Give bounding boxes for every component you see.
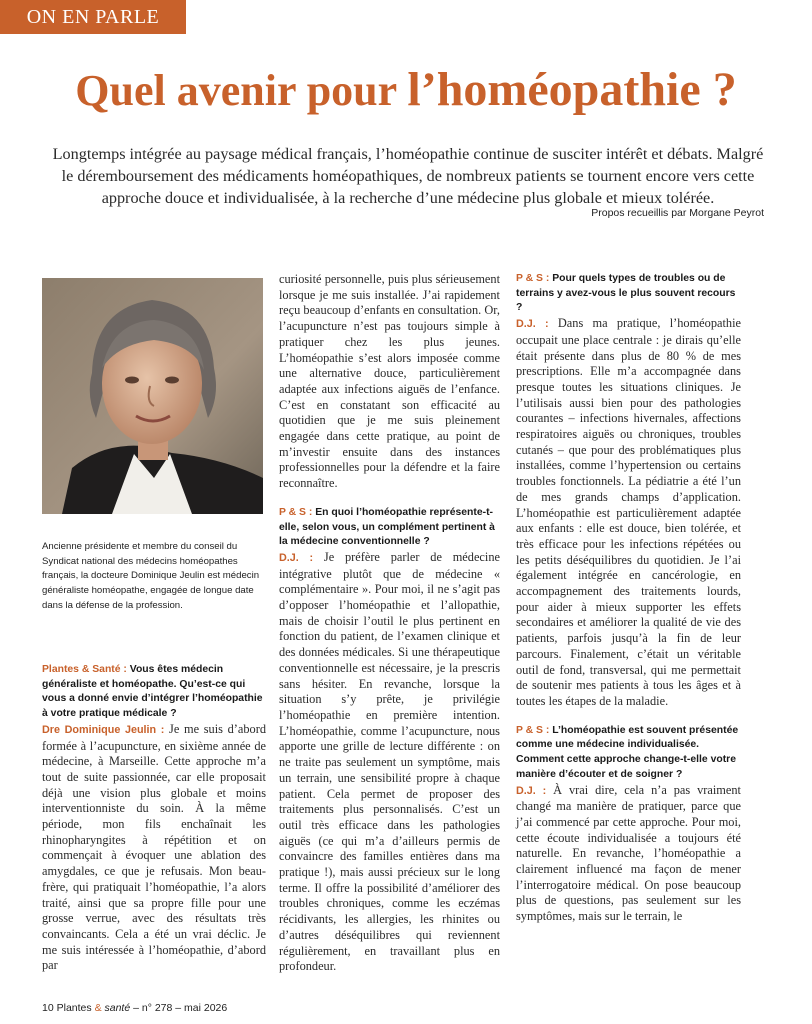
headline-part-1: Quel avenir pour bbox=[75, 66, 408, 115]
question-1 bbox=[42, 663, 266, 722]
magazine-name-2: santé bbox=[104, 1002, 131, 1014]
answer-3-text: Dans ma pratique, l’homéopathie occupait une place centrale : je dirais qu’elle était présente dans plus de 80 % de mes prescriptions. Elle m’a accompagnée dans presque toutes les situations cliniques. Je l’utilisais aussi bien pour des pathologies courantes – infections hivernales, affections respiratoires aiguës ou chroniques, troubles cutanés – que pour des problématiques plus installées, comme l’hypertension ou certains troubles fonctionnels. La pédiatrie a été l’un de mes grands champs d’application. L’homéopathie est particulièrement adaptée aux enfants : elle est douce, bien tolérée, et très efficace pour les infections répétées ou les petits déséquilibres du quotidien. Je l’ai également intégrée en cancérologie, en accompagnement des traitements lourds, pour aider à mieux supporter les effets secondaires et améliorer la qualité de vie des patients, parfois jusqu’à la fin de leur parcours. Finalement, c’était un véritable outil de fond, transversal, qui me permettait de soutenir mes patients à tous les âges et à toutes les étapes de la maladie. bbox=[516, 316, 741, 708]
issue-info: – n° 278 – mai 2026 bbox=[133, 1002, 228, 1014]
answer-1-text: Je me suis d’abord formée à l’acupuncture, en sixième année de médecine, à Marseille. Cette approche m’a tout de suite passionnée, car elle proposait déjà une vision plus globale et moins interventionniste du soin. À la même période, mon fils enchaînait les rhinopharyngites à répétition et on commençait à évoquer une ablation des amygdales, ce que je refusais. Mon beau-frère, qui pratiquait l’homéopathie, l’a alors traité, ainsi que sa propre fille pour une grosse verrue, avec des résultats très convaincants. Cela a été un vrai déclic. Je me suis intéressée à l’homéopathie, d’abord par bbox=[42, 721, 266, 973]
portrait-photo bbox=[42, 278, 263, 514]
question-3 bbox=[516, 272, 741, 316]
answer-1-speaker: Dre Dominique Jeulin : bbox=[42, 723, 165, 736]
question-4-speaker: P & S : bbox=[516, 724, 550, 736]
magazine-ampersand: & bbox=[94, 1002, 102, 1014]
magazine-name-1: Plantes bbox=[56, 1002, 92, 1014]
answer-1 bbox=[42, 722, 266, 974]
answer-2-text: Je préfère parler de médecine intégrative plutôt que de médecine « complémentaire ». Pour moi, il ne s’agit pas d’opposer l’homéopathie et l’allopathie, mais de choisir l’outil le plus pertinent en fonction du patient, de l’examen clinique et des données médicales. Si une thérapeutique conventionnelle est nécessaire, je la prescris sans hésiter. En revanche, lorsque la situation s’y prête, je privilégie l’homéopathie en première intention. L’homéopathie, comme l’acupuncture, nous apporte une grille de lecture différente : on ne traite pas seulement un symptôme, mais un terrain, une sensibilité propre à chaque patient. Cela permet de proposer des traitements plus personnalisés. C’est un outil très efficace dans les pathologies aiguës (ce qui m’a d’ailleurs permis de convaincre des familles entières dans ma pratique !), mais aussi précieux sur le long terme. Il offre la possibilité d’améliorer des troubles chroniques, comme les eczémas récidivants, les allergies, les rhinites ou d’autres déséquilibres qui reviennent régulièrement, en travaillant plus en profondeur. bbox=[279, 549, 500, 974]
column-3 bbox=[516, 272, 741, 925]
answer-4-speaker: D.J. : bbox=[516, 784, 547, 797]
answer-4-text: À vrai dire, cela n’a pas vraiment changé ma manière de pratiquer, parce que j’ai commencé par cette approche. Pour moi, cette écoute individualisée a toujours été naturelle. En revanche, l’homéopathie a clairement influencé ma façon de mener l’interrogatoire médical. On pose beaucoup plus de questions, pas seulement sur les symptômes, mais sur le terrain, le bbox=[516, 782, 741, 924]
question-4-text: L’homéopathie est souvent présentée comme une médecine individualisée. Comment cette approche change-t-elle votre manière d’écouter et de soigner ? bbox=[516, 724, 739, 780]
article-credit: Propos recueillis par Morgane Peyrot bbox=[591, 207, 764, 219]
question-3-text: Pour quels types de troubles ou de terrains y avez-vous le plus souvent recours ? bbox=[516, 273, 736, 314]
answer-2-speaker: D.J. : bbox=[279, 551, 314, 564]
question-2 bbox=[279, 506, 500, 550]
headline-part-2: l’homéopathie ? bbox=[407, 63, 737, 116]
answer-2 bbox=[279, 550, 500, 975]
answer-1-continued: curiosité personnelle, puis plus sérieusement lorsque je me suis installée. J’ai rapidement reçu beaucoup d’enfants en consultation. Or, l’acupuncture n’est pas toujours simple à pratiquer chez les plus jeunes. L’homéopathie s’est alors imposée comme une alternative douce, particulièrement adaptée aux infections aiguës de l’enfance. C’est en constatant son efficacité au quotidien que je me suis pleinement engagée dans cette pratique, au point de m’investir ensuite dans des instances professionnelles pour la défendre et la faire reconnaître. bbox=[279, 272, 500, 491]
question-3-speaker: P & S : bbox=[516, 273, 550, 284]
section-rubric: ON EN PARLE bbox=[0, 0, 186, 34]
answer-3 bbox=[516, 316, 741, 710]
answer-3-speaker: D.J. : bbox=[516, 318, 549, 331]
page-number: 10 bbox=[42, 1002, 54, 1014]
page-footer bbox=[42, 1002, 227, 1014]
column-2 bbox=[279, 272, 500, 975]
question-4 bbox=[516, 724, 741, 783]
question-2-speaker: P & S : bbox=[279, 506, 313, 518]
question-1-speaker: Plantes & Santé : bbox=[42, 664, 127, 675]
answer-4 bbox=[516, 783, 741, 925]
photo-caption: Ancienne présidente et membre du conseil du Syndicat national des médecins homéopathes français, la docteure Dominique Jeulin est médecin généraliste homéopathe, engagée de longue date dans la défense de la profession. bbox=[42, 541, 260, 611]
article-lede: Longtemps intégrée au paysage médical français, l’homéopathie continue de susciter intérêt et débats. Malgré le déremboursement des médicaments homéopathiques, de nombreux patients se tournent encore vers cette approche douce et individualisée, à la recherche d’une médecine plus globale et mieux tolérée. bbox=[52, 145, 764, 207]
column-1 bbox=[42, 663, 266, 974]
question-1-text: Vous êtes médecin généraliste et homéopathe. Qu’est-ce qui vous a donné envie d’intégrer l’homéopathie à votre pratique médicale ? bbox=[42, 664, 263, 720]
article-headline bbox=[0, 63, 812, 116]
question-2-text: En quoi l’homéopathie représente-t-elle, selon vous, un complément pertinent à la médecine conventionnelle ? bbox=[279, 506, 495, 548]
